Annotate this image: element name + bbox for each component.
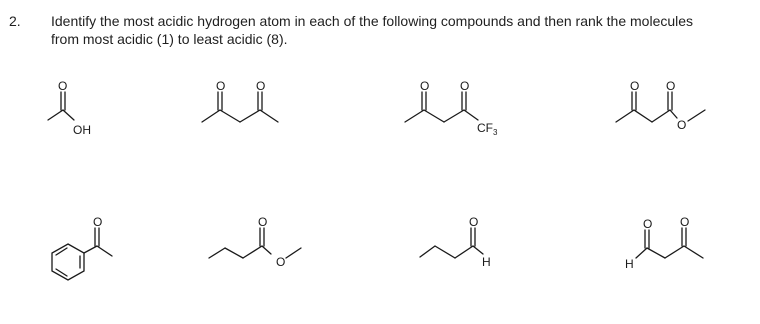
aldehyde-hydrogen-label: H	[482, 255, 491, 269]
oxygen-label: O	[258, 215, 268, 229]
compound-oxopentanal	[625, 215, 703, 271]
compound-methyl-acetoacetate	[616, 79, 705, 132]
compound-acetophenone	[52, 215, 112, 280]
oxygen-label: O	[58, 79, 68, 93]
oxygen-label: O	[93, 215, 103, 229]
hydroxyl-label: OH	[73, 123, 91, 137]
ester-oxygen-label: O	[677, 118, 687, 132]
oxygen-label: O	[680, 215, 690, 229]
oxygen-label: O	[469, 215, 479, 229]
compound-butanal	[420, 215, 491, 269]
aldehyde-hydrogen-label: H	[625, 257, 634, 271]
question-number: 2.	[9, 13, 21, 29]
cf-text: CF	[477, 121, 493, 135]
oxygen-label: O	[630, 79, 640, 93]
subscript-3: 3	[493, 128, 498, 137]
trifluoromethyl-label	[477, 121, 498, 137]
compound-trifluoro-diketone	[405, 79, 498, 137]
compound-acetic-acid	[48, 79, 91, 137]
ester-oxygen-label: O	[276, 255, 286, 269]
oxygen-label: O	[420, 79, 430, 93]
oxygen-label: O	[460, 79, 470, 93]
oxygen-label: O	[643, 217, 653, 231]
oxygen-label: O	[216, 79, 226, 93]
compound-methyl-butanoate	[209, 215, 301, 269]
question-line-2: from most acidic (1) to least acidic (8).	[51, 31, 288, 47]
oxygen-label: O	[256, 79, 266, 93]
compound-acetylacetone	[202, 79, 278, 122]
question-line-1: Identify the most acidic hydrogen atom in each of the following compounds and then rank the molecules	[51, 13, 694, 29]
oxygen-label: O	[666, 79, 676, 93]
